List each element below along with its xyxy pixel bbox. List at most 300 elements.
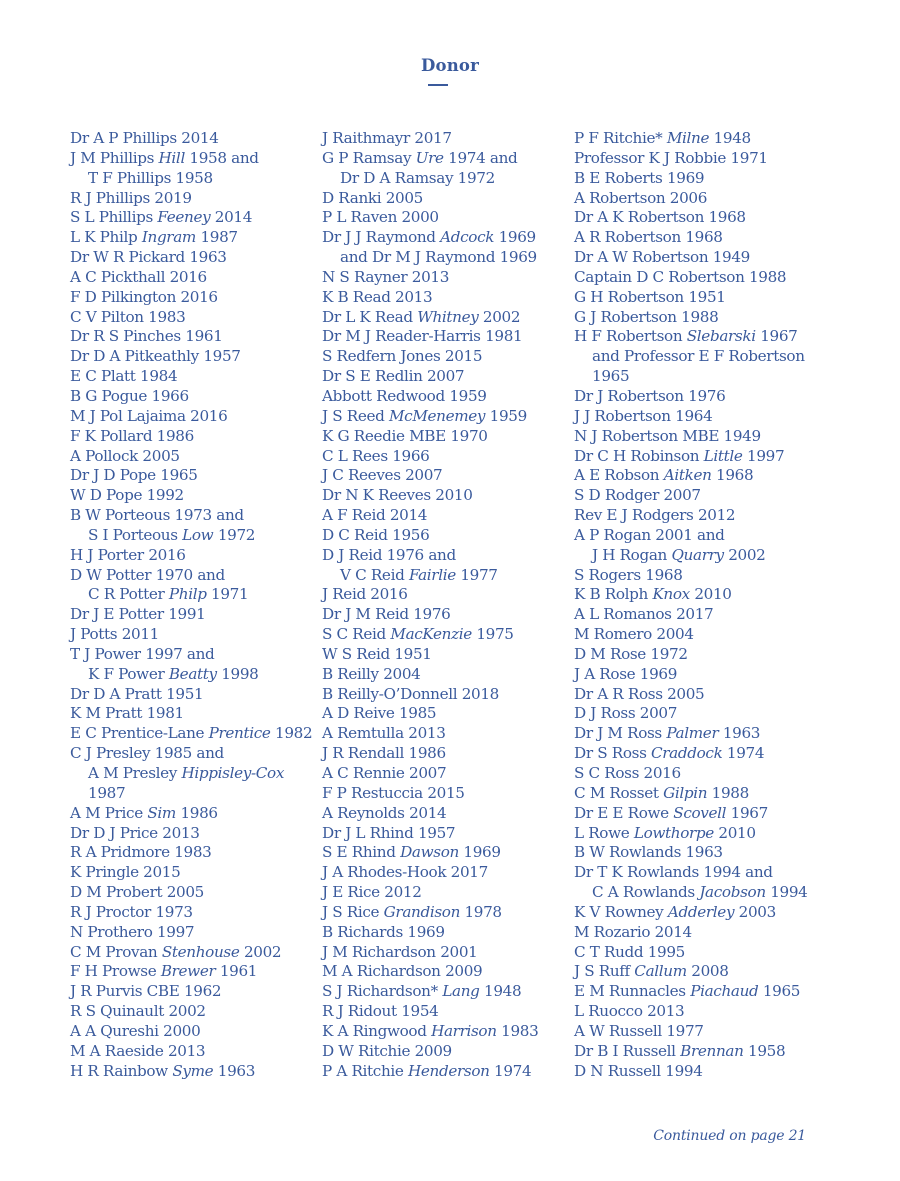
donor-entry-line: J A Rose 1969 [574, 664, 678, 683]
donor-entry [574, 387, 834, 407]
donor-entry [70, 903, 310, 923]
donor-entry [70, 546, 310, 566]
donor-entry [574, 268, 834, 288]
donor-entry-line: T J Power 1997 and [70, 644, 215, 663]
donor-maiden-name: Adcock [440, 228, 495, 247]
donor-entry [70, 347, 310, 367]
donor-maiden-name: Grandison [383, 902, 461, 921]
donor-entry [70, 189, 310, 209]
donor-maiden-name: Callum [634, 962, 687, 981]
donor-entry-line: J R Rendall 1986 [322, 744, 446, 763]
donor-entry [70, 1042, 310, 1062]
donor-entry [70, 1002, 310, 1022]
donor-entry-line: H F Robertson Slebarski 1967 [574, 327, 798, 346]
donor-entry-line: Dr D A Pitkeathly 1957 [70, 347, 241, 366]
donor-maiden-name: Harrison [431, 1021, 497, 1040]
donor-entry [574, 1042, 834, 1062]
donor-entry [322, 526, 562, 546]
donor-entry-line: Professor K J Robbie 1971 [574, 148, 768, 167]
donor-entry [574, 824, 834, 844]
donor-maiden-name: Gilpin [663, 783, 708, 802]
donor-entry-line: J A Rhodes-Hook 2017 [322, 863, 488, 882]
donor-entry [574, 149, 834, 169]
donor-entry [70, 566, 310, 606]
donor-entry [574, 1062, 834, 1082]
donor-entry-line: Dr J J Raymond Adcock 1969 [322, 228, 536, 247]
donor-entry [574, 129, 834, 149]
donor-entry [574, 724, 834, 744]
donor-entry-line: A Reynolds 2014 [322, 803, 447, 822]
donor-entry-line: D M Rose 1972 [574, 644, 688, 663]
donor-entry [322, 268, 562, 288]
donor-entry [70, 506, 310, 546]
donor-entry [574, 605, 834, 625]
donor-entry-line: A R Robertson 1968 [574, 228, 723, 247]
donor-entry [574, 784, 834, 804]
donor-entry-line: K A Ringwood Harrison 1983 [322, 1021, 539, 1040]
donor-entry [322, 863, 562, 883]
donor-entry [70, 685, 310, 705]
donor-entry-line: J S Rice Grandison 1978 [322, 902, 502, 921]
donor-entry [70, 804, 310, 824]
donor-entry-line: N S Rayner 2013 [322, 267, 450, 286]
donor-maiden-name: Lang [442, 982, 480, 1001]
donor-entry [322, 625, 562, 645]
donor-entry-line: D W Potter 1970 and [70, 565, 225, 584]
donor-entry-line: S J Richardson* Lang 1948 [322, 982, 522, 1001]
donor-entry [574, 804, 834, 824]
donor-maiden-name: Hill [158, 148, 185, 167]
donor-entry [322, 506, 562, 526]
donor-maiden-name: Stenhouse [161, 942, 240, 961]
donor-entry-line: L K Philp Ingram 1987 [70, 228, 238, 247]
donor-maiden-name: Hippisley-Cox [181, 764, 285, 782]
donor-entry-line: A M Price Sim 1986 [70, 803, 218, 822]
donor-entry-line: H J Porter 2016 [70, 545, 186, 564]
donor-entry-line: J R Purvis CBE 1962 [70, 982, 222, 1001]
donor-entry-line: L Ruocco 2013 [574, 1002, 685, 1021]
donor-entry-line: Dr J D Pope 1965 [70, 466, 198, 485]
donor-entry-line: Dr S E Redlin 2007 [322, 367, 465, 386]
donor-entry-line: V C Reid Fairlie 1977 [340, 565, 498, 584]
donor-entry-line: M A Raeside 2013 [70, 1041, 206, 1060]
donor-entry [322, 1022, 562, 1042]
donor-entry-line: G J Robertson 1988 [574, 307, 719, 326]
donor-entry-line: C V Pilton 1983 [70, 307, 186, 326]
donor-maiden-name: Sim [147, 803, 176, 822]
donor-entry-line: A L Romanos 2017 [574, 605, 714, 624]
donor-entry-line: D M Probert 2005 [70, 883, 204, 902]
donor-entry [70, 447, 310, 467]
donor-entry-line: L Rowe Lowthorpe 2010 [574, 823, 756, 842]
donor-entry-line: M Rozario 2014 [574, 922, 692, 941]
donor-entry [70, 466, 310, 486]
donor-entry [574, 208, 834, 228]
donor-entry-line: A E Robson Aitken 1968 [574, 466, 754, 485]
donor-entry [70, 625, 310, 645]
donor-entry [574, 466, 834, 486]
donor-entry [574, 903, 834, 923]
donor-entry [322, 347, 562, 367]
donor-entry-line: G H Robertson 1951 [574, 287, 726, 306]
donor-entry-line: P A Ritchie Henderson 1974 [322, 1061, 532, 1080]
donor-entry [322, 685, 562, 705]
donor-entry-line: K B Read 2013 [322, 287, 433, 306]
donor-entry [322, 645, 562, 665]
donor-entry-line: A C Pickthall 2016 [70, 267, 207, 286]
donor-entry-line: D W Ritchie 2009 [322, 1041, 452, 1060]
donor-entry [322, 665, 562, 685]
donor-entry-line: J Potts 2011 [70, 625, 159, 644]
donor-entry [322, 585, 562, 605]
donor-entry-line: J S Ruff Callum 2008 [574, 962, 729, 981]
donor-entry [322, 804, 562, 824]
donor-entry-line: Dr D A Pratt 1951 [70, 684, 204, 703]
donor-entry [322, 724, 562, 744]
donor-entry-line: K Pringle 2015 [70, 863, 181, 882]
donor-entry-line: 1987 [88, 783, 126, 802]
donor-entry-line: H R Rainbow Syme 1963 [70, 1061, 256, 1080]
donor-entry-line: N J Robertson MBE 1949 [574, 426, 761, 445]
donor-entry [574, 169, 834, 189]
donor-entry [70, 724, 313, 744]
donor-entry [574, 526, 834, 566]
donor-entry [322, 704, 562, 724]
donor-entry-line: and Professor E F Robertson [592, 347, 805, 366]
donor-entry-line: J C Reeves 2007 [322, 466, 443, 485]
donor-entry [322, 1062, 562, 1082]
page-title: Donor [420, 56, 479, 75]
donor-entry [70, 883, 310, 903]
donor-entry [574, 506, 834, 526]
donor-maiden-name: Syme [172, 1061, 214, 1080]
donor-entry [70, 486, 310, 506]
donor-entry-line: D J Ross 2007 [574, 704, 678, 723]
donor-entry-line: C M Provan Stenhouse 2002 [70, 942, 282, 961]
donor-entry [574, 943, 834, 963]
donor-maiden-name: Brewer [160, 962, 216, 981]
donor-entry-line: C M Rosset Gilpin 1988 [574, 783, 749, 802]
donor-entry [70, 268, 310, 288]
donor-entry-line: M Romero 2004 [574, 625, 694, 644]
donor-entry [574, 248, 834, 268]
donor-entry-line: 1965 [592, 367, 630, 386]
donor-entry-line: J Raithmayr 2017 [322, 129, 452, 147]
donor-entry-line: Dr N K Reeves 2010 [322, 486, 473, 505]
donor-maiden-name: Scovell [673, 803, 727, 822]
donor-entry-line: B Reilly-O’Donnell 2018 [322, 684, 499, 703]
donor-entry-line: J M Phillips Hill 1958 and [70, 148, 259, 167]
donor-entry [322, 288, 562, 308]
donor-maiden-name: Brennan [680, 1041, 744, 1060]
donor-entry [322, 1002, 562, 1022]
donor-maiden-name: Aitken [663, 466, 712, 485]
donor-entry [322, 982, 562, 1002]
donor-entry [70, 149, 310, 189]
donor-maiden-name: McMenemey [388, 406, 486, 425]
donor-entry-line: D N Russell 1994 [574, 1061, 703, 1080]
donor-entry-line: B W Rowlands 1963 [574, 843, 723, 862]
donor-entry-line: D J Reid 1976 and [322, 545, 456, 564]
title-underline [428, 84, 448, 86]
donor-maiden-name: MacKenzie [390, 625, 472, 644]
donor-entry-line: Dr D J Price 2013 [70, 823, 200, 842]
donor-entry-line: G P Ramsay Ure 1974 and [322, 148, 518, 167]
donor-entry [70, 387, 310, 407]
donor-maiden-name: Ure [415, 148, 444, 167]
donor-entry-line: J S Reed McMenemey 1959 [322, 406, 527, 425]
donor-entry [574, 327, 834, 387]
donor-entry-line: B W Porteous 1973 and [70, 506, 244, 525]
donor-entry [574, 1022, 834, 1042]
donor-entry-line: D C Reid 1956 [322, 525, 430, 544]
donor-entry-line: A M Presley Hippisley-Cox [88, 764, 285, 782]
donor-entry [574, 625, 834, 645]
donor-entry-line: J Reid 2016 [322, 585, 408, 604]
donor-entry [70, 129, 310, 149]
donor-entry [70, 248, 310, 268]
donor-entry-line: P L Raven 2000 [322, 208, 439, 227]
donor-entry [322, 228, 562, 268]
donor-entry [574, 447, 834, 467]
donor-maiden-name: Henderson [408, 1061, 490, 1080]
donor-maiden-name: Knox [652, 585, 690, 604]
donor-entry [70, 605, 310, 625]
donor-entry [322, 189, 562, 209]
donor-entry [322, 943, 562, 963]
donor-entry-line: S D Rodger 2007 [574, 486, 701, 505]
donor-entry [70, 843, 310, 863]
donor-maiden-name: Palmer [666, 724, 719, 743]
donor-entry [70, 962, 310, 982]
donor-entry [322, 843, 562, 863]
donor-entry-line: Dr R S Pinches 1961 [70, 327, 223, 346]
donor-entry-line: P F Ritchie* Milne 1948 [574, 129, 751, 147]
continued-note: Continued on page 21 [653, 1128, 806, 1144]
donor-entry [322, 883, 562, 903]
donor-entry-line: F P Restuccia 2015 [322, 783, 465, 802]
donor-entry-line: Dr A R Ross 2005 [574, 684, 705, 703]
donor-column-1 [70, 129, 313, 1082]
donor-entry-line: C T Rudd 1995 [574, 942, 685, 961]
donor-entry [322, 784, 562, 804]
donor-maiden-name: Craddock [651, 744, 723, 763]
donor-entry [322, 605, 562, 625]
donor-entry-line: S L Phillips Feeney 2014 [70, 208, 253, 227]
donor-entry-line: D Ranki 2005 [322, 188, 423, 207]
donor-entry [322, 546, 562, 586]
donor-entry [322, 129, 562, 149]
donor-entry-line: Dr D A Ramsay 1972 [340, 168, 495, 187]
donor-entry-line: W D Pope 1992 [70, 486, 184, 505]
donor-entry [70, 824, 310, 844]
donor-entry [322, 387, 562, 407]
donor-entry [574, 189, 834, 209]
donor-entry-line: R A Pridmore 1983 [70, 843, 212, 862]
donor-entry [574, 585, 834, 605]
donor-entry [574, 288, 834, 308]
donor-entry [322, 903, 562, 923]
donor-entry [574, 764, 834, 784]
donor-entry [322, 764, 562, 784]
donor-maiden-name: Prentice [208, 724, 271, 743]
donor-maiden-name: Dawson [400, 843, 459, 862]
donor-entry-line: J J Robertson 1964 [574, 406, 713, 425]
donor-entry-line: Dr E E Rowe Scovell 1967 [574, 803, 768, 822]
donor-entry-line: Dr J M Reid 1976 [322, 605, 451, 624]
donor-entry-line: Dr W R Pickard 1963 [70, 248, 227, 267]
donor-entry [574, 744, 834, 764]
donor-entry [70, 427, 310, 447]
donor-entry-line: R J Ridout 1954 [322, 1002, 439, 1021]
donor-entry-line: A Pollock 2005 [70, 446, 180, 465]
donor-entry [70, 208, 310, 228]
donor-column-2 [322, 129, 562, 1082]
donor-maiden-name: Lowthorpe [633, 823, 714, 842]
donor-entry-line: B G Pogue 1966 [70, 386, 189, 405]
donor-entry [574, 407, 834, 427]
donor-entry-line: K B Rolph Knox 2010 [574, 585, 732, 604]
donor-entry [70, 704, 310, 724]
donor-entry [574, 982, 834, 1002]
donor-entry [322, 486, 562, 506]
donor-maiden-name: Slebarski [686, 327, 756, 346]
donor-entry-line: A W Russell 1977 [574, 1021, 704, 1040]
donor-entry-line: Dr A P Phillips 2014 [70, 129, 219, 147]
donor-entry-line: Dr S Ross Craddock 1974 [574, 744, 765, 763]
donor-entry-line: A F Reid 2014 [322, 506, 428, 525]
donor-entry-line: J M Richardson 2001 [322, 942, 478, 961]
donor-entry-line: A A Qureshi 2000 [70, 1021, 201, 1040]
donor-entry [70, 1022, 310, 1042]
donor-entry-line: F D Pilkington 2016 [70, 287, 218, 306]
donor-entry [70, 407, 310, 427]
donor-maiden-name: Jacobson [699, 883, 766, 902]
donor-entry-line: M J Pol Lajaima 2016 [70, 406, 228, 425]
donor-entry [574, 228, 834, 248]
donor-entry-line: Captain D C Robertson 1988 [574, 267, 787, 286]
donor-entry [574, 486, 834, 506]
donor-entry-line: B Reilly 2004 [322, 664, 421, 683]
donor-entry [574, 566, 834, 586]
donor-entry-line: M A Richardson 2009 [322, 962, 483, 981]
donor-entry-line: Dr A W Robertson 1949 [574, 248, 750, 267]
donor-entry-line: C R Potter Philp 1971 [88, 585, 249, 604]
donor-entry-line: Dr C H Robinson Little 1997 [574, 446, 785, 465]
donor-maiden-name: Beatty [168, 664, 217, 683]
donor-entry [322, 208, 562, 228]
donor-entry [574, 308, 834, 328]
donor-entry [322, 962, 562, 982]
donor-column-3 [574, 129, 834, 1082]
donor-entry-line: K F Power Beatty 1998 [88, 664, 259, 683]
donor-entry-line: Dr A K Robertson 1968 [574, 208, 746, 227]
donor-entry [574, 427, 834, 447]
donor-entry-line: K M Pratt 1981 [70, 704, 184, 723]
donor-entry-line: R S Quinault 2002 [70, 1002, 206, 1021]
donor-entry-line: S C Ross 2016 [574, 764, 681, 782]
donor-maiden-name: Whitney [417, 307, 479, 326]
donor-entry-line: F H Prowse Brewer 1961 [70, 962, 258, 981]
donor-entry-line: Dr J L Rhind 1957 [322, 823, 456, 842]
donor-entry-line: and Dr M J Raymond 1969 [340, 248, 537, 267]
donor-maiden-name: Ingram [141, 228, 196, 247]
donor-entry-line: Dr J E Potter 1991 [70, 605, 206, 624]
donor-entry-line: Dr T K Rowlands 1994 and [574, 863, 773, 882]
donor-entry [574, 1002, 834, 1022]
donor-entry [322, 466, 562, 486]
donor-entry-line: A P Rogan 2001 and [574, 525, 725, 544]
donor-entry-line: Dr J M Ross Palmer 1963 [574, 724, 761, 743]
donor-entry-line: J H Rogan Quarry 2002 [592, 545, 766, 564]
donor-maiden-name: Milne [666, 129, 710, 147]
donor-entry [70, 982, 310, 1002]
donor-entry-line: B Richards 1969 [322, 922, 445, 941]
donor-entry [70, 943, 310, 963]
donor-entry [322, 308, 562, 328]
donor-entry [574, 923, 834, 943]
donor-entry-line: C L Rees 1966 [322, 446, 430, 465]
donor-entry [574, 704, 834, 724]
donor-entry [574, 665, 834, 685]
donor-entry-line: Abbott Redwood 1959 [322, 386, 487, 405]
donor-entry [70, 744, 310, 804]
donor-entry-line: E C Prentice-Lane Prentice 1982 [70, 724, 313, 743]
donor-entry [574, 685, 834, 705]
donor-entry-line: K G Reedie MBE 1970 [322, 426, 488, 445]
donor-entry [70, 367, 310, 387]
donor-entry [322, 327, 562, 347]
donor-maiden-name: Adderley [667, 902, 735, 921]
donor-entry-line: Dr M J Reader-Harris 1981 [322, 327, 523, 346]
donor-entry [70, 288, 310, 308]
donor-entry [70, 1062, 310, 1082]
donor-entry-line: K V Rowney Adderley 2003 [574, 902, 776, 921]
donor-entry-line: B E Roberts 1969 [574, 168, 705, 187]
donor-entry-line: S Rogers 1968 [574, 565, 683, 584]
donor-entry-line: A C Rennie 2007 [322, 764, 447, 782]
donor-entry-line: E C Platt 1984 [70, 367, 178, 386]
donor-entry [322, 923, 562, 943]
donor-entry-line: T F Phillips 1958 [88, 168, 213, 187]
donor-entry-line: S Redfern Jones 2015 [322, 347, 483, 366]
donor-entry [574, 962, 834, 982]
donor-maiden-name: Fairlie [408, 565, 456, 584]
donor-entry [322, 447, 562, 467]
donor-entry-line: R J Phillips 2019 [70, 188, 192, 207]
donor-entry-line: R J Proctor 1973 [70, 902, 193, 921]
donor-maiden-name: Feeney [157, 208, 211, 227]
donor-entry [70, 645, 310, 685]
donor-entry-line: W S Reid 1951 [322, 644, 432, 663]
donor-entry-line: S I Porteous Low 1972 [88, 525, 256, 544]
donor-maiden-name: Low [182, 525, 214, 544]
donor-entry-line: N Prothero 1997 [70, 922, 195, 941]
donor-entry-line: C A Rowlands Jacobson 1994 [592, 883, 808, 902]
donor-entry [322, 367, 562, 387]
donor-entry [574, 863, 834, 903]
donor-entry-line: S C Reid MacKenzie 1975 [322, 625, 514, 644]
donor-entry-line: A Robertson 2006 [574, 188, 708, 207]
donor-entry [322, 427, 562, 447]
donor-entry-line: E M Runnacles Piachaud 1965 [574, 982, 801, 1001]
donor-entry-line: C J Presley 1985 and [70, 744, 224, 763]
donor-entry [322, 824, 562, 844]
donor-entry-line: A Remtulla 2013 [322, 724, 446, 743]
donor-entry-line: Dr L K Read Whitney 2002 [322, 307, 521, 326]
donor-entry-line: A D Reive 1985 [322, 704, 437, 723]
donor-entry [574, 843, 834, 863]
